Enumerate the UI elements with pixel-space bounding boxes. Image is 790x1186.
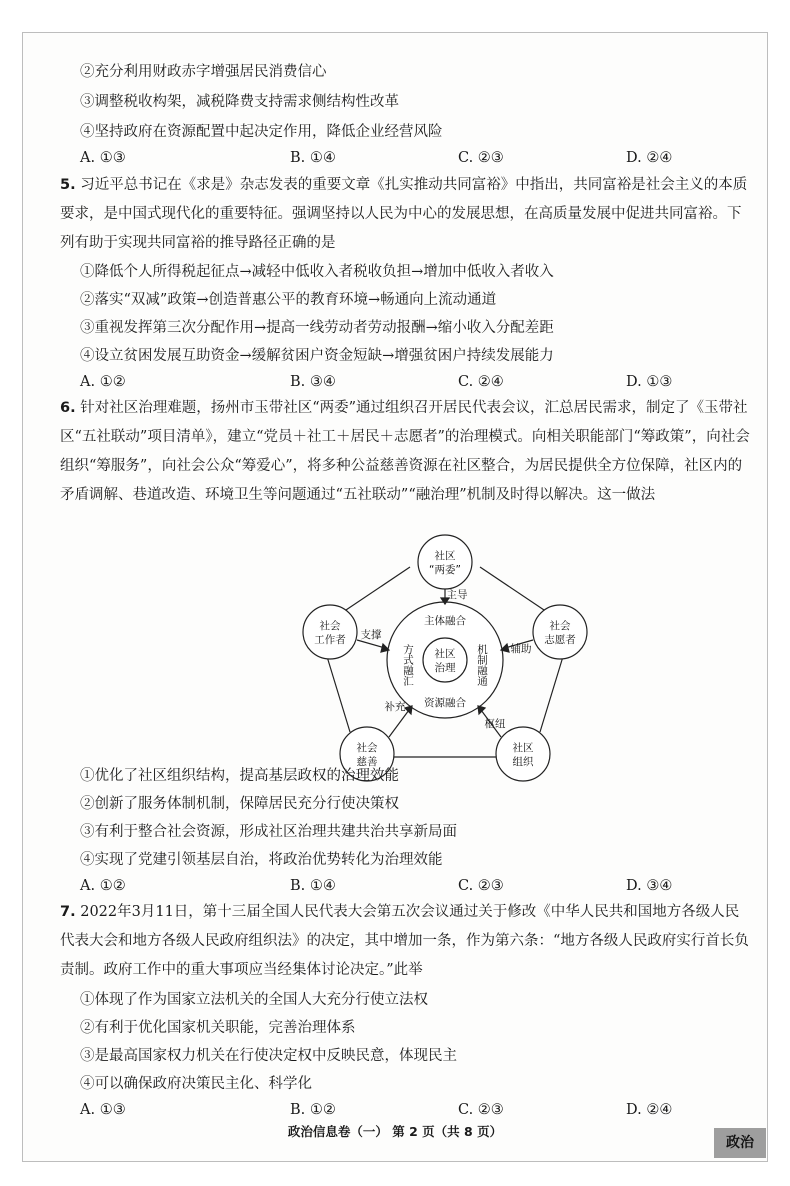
q7-answer-b: B. ①② (290, 1102, 336, 1118)
q5-option-4: ④设立贫困发展互助资金→缓解贫困户资金短缺→增强贫困户持续发展能力 (80, 348, 554, 364)
question-5 (60, 171, 750, 258)
center-bottom-label: 资源融合 (424, 697, 466, 709)
question-number: 5. (60, 177, 76, 193)
node-bottom-right-line1: 社区 (512, 742, 534, 754)
q6-answers (80, 878, 740, 898)
question-stem: 2022年3月11日，第十三届全国人民代表大会第五次会议通过关于修改《中华人民共和国地方各级人民代表大会和地方各级人民政府组织法》的决定，其中增加一条，作为第六条：“地方各级人民政府实行首长负责制。政府工作中的重大事项应当经集体讨论决定。”此举 (60, 904, 749, 978)
node-left-line2: 工作者 (314, 634, 346, 646)
q6-option-4: ④实现了党建引领基层自治，将政治优势转化为治理效能 (80, 852, 443, 868)
question-number: 6. (60, 400, 76, 416)
q4-answer-d: D. ②④ (626, 150, 673, 166)
q6-answer-a: A. ①② (80, 878, 126, 894)
node-top-circle (418, 535, 472, 589)
q5-answers (80, 374, 740, 394)
node-bottom-right-line2: 组织 (512, 756, 534, 768)
arrow-bottom-left (389, 710, 409, 737)
node-right-line2: 志愿者 (544, 634, 576, 646)
q5-answer-a: A. ①② (80, 374, 126, 390)
center-top-label: 主体融合 (424, 615, 466, 627)
q5-answer-b: B. ③④ (290, 374, 336, 390)
node-left-line1: 社会 (319, 620, 341, 632)
q4-answer-c: C. ②③ (458, 150, 504, 166)
edge-left-bottomleft (325, 650, 350, 732)
q5-answer-d: D. ①③ (626, 374, 673, 390)
arrowhead-left (381, 644, 389, 652)
q5-option-3: ③重视发挥第三次分配作用→提高一线劳动者劳动报酬→缩小收入分配差距 (80, 320, 554, 336)
center-middle-line1: 社区 (434, 648, 456, 660)
q6-option-1: ①优化了社区组织结构，提高基层政权的治理效能 (80, 768, 399, 784)
node-left-circle (303, 605, 357, 659)
edge-label-bottom-left: 补充 (384, 701, 406, 713)
center-inner-circle (423, 638, 467, 682)
node-right-line1: 社会 (549, 620, 571, 632)
q6-answer-d: D. ③④ (626, 878, 673, 894)
q4-answer-b: B. ①④ (290, 150, 336, 166)
node-bottom-right-circle (496, 727, 550, 781)
arrowhead-bottom-right (478, 706, 485, 714)
q7-answers (80, 1102, 740, 1122)
q7-option-4: ④可以确保政府决策民主化、科学化 (80, 1076, 312, 1092)
edge-right-bottomright (540, 650, 565, 732)
question-stem: 习近平总书记在《求是》杂志发表的重要文章《扎实推动共同富裕》中指出，共同富裕是社会主义的本质要求，是中国式现代化的重要特征。强调坚持以人民为中心的发展思想，在高质量发展中促进共同富裕。下列有助于实现共同富裕的推导路径正确的是 (60, 177, 748, 251)
edge-label-left: 支撑 (360, 629, 382, 641)
q7-answer-a: A. ①③ (80, 1102, 126, 1118)
arrow-left (357, 640, 385, 648)
q5-option-2: ②落实“双减”政策→创造普惠公平的教育环境→畅通向上流动通道 (80, 292, 497, 308)
center-right-label: 机制融通 (476, 644, 488, 686)
q7-option-3: ③是最高国家权力机关在行使决定权中反映民意，体现民主 (80, 1048, 457, 1064)
q4-option-3: ③调整税收构架，减税降费支持需求侧结构性改革 (80, 94, 399, 110)
q5-option-1: ①降低个人所得税起征点→减轻中低收入者税收负担→增加中低收入者收入 (80, 264, 554, 280)
node-bottom-left-line2: 慈善 (356, 756, 378, 768)
q7-option-1: ①体现了作为国家立法机关的全国人大充分行使立法权 (80, 992, 428, 1008)
q4-answer-a: A. ①③ (80, 150, 126, 166)
q6-option-3: ③有利于整合社会资源，形成社区治理共建共治共享新局面 (80, 824, 457, 840)
q7-answer-d: D. ②④ (626, 1102, 673, 1118)
center-middle-line2: 治理 (434, 662, 456, 674)
question-stem: 针对社区治理难题，扬州市玉带社区“两委”通过组织召开居民代表会议，汇总居民需求，制定了《玉带社区“五社联动”项目清单》，建立“党员＋社工＋居民＋志愿者”的治理模式。向相关职能部门“筹政策”，向社会组织“筹服务”，向社会公众“筹爱心”，将多种公益慈善资源在社区整合，为居民提供全方位保障，社区内的矛盾调解、巷道改造、环境卫生等问题通过“五社联动”“融治理”机制及时得以解决。这一做法 (60, 400, 750, 503)
page-footer: 政治信息卷（一） 第 2 页（共 8 页） (287, 1124, 503, 1139)
node-top-line1: 社区 (434, 550, 456, 562)
q5-answer-c: C. ②④ (458, 374, 504, 390)
q4-option-2: ②充分利用财政赤字增强居民消费信心 (80, 64, 327, 80)
node-right-circle (533, 605, 587, 659)
subject-tab: 政治 (714, 1128, 766, 1158)
arrowhead-right (501, 644, 509, 652)
q6-answer-b: B. ①④ (290, 878, 336, 894)
q6-answer-c: C. ②③ (458, 878, 504, 894)
q7-option-2: ②有利于优化国家机关职能，完善治理体系 (80, 1020, 356, 1036)
center-left-label: 方式融汇 (402, 644, 414, 686)
question-7 (60, 898, 750, 985)
arrowhead-bottom-left (405, 706, 412, 714)
q4-option-4: ④坚持政府在资源配置中起决定作用，降低企业经营风险 (80, 124, 443, 140)
node-bottom-left-line1: 社会 (356, 742, 378, 754)
edge-label-top: 主导 (446, 589, 468, 601)
q6-option-2: ②创新了服务体制机制，保障居民充分行使决策权 (80, 796, 399, 812)
edge-label-bottom-right: 枢纽 (484, 718, 506, 730)
edge-top-left (340, 567, 410, 614)
question-number: 7. (60, 904, 76, 920)
q4-answers (80, 150, 740, 170)
five-society-diagram (285, 532, 605, 792)
edge-label-right: 辅助 (510, 643, 532, 655)
q7-answer-c: C. ②③ (458, 1102, 504, 1118)
node-top-line2: “两委” (429, 564, 461, 576)
question-6 (60, 394, 750, 510)
edge-top-right (480, 567, 550, 614)
